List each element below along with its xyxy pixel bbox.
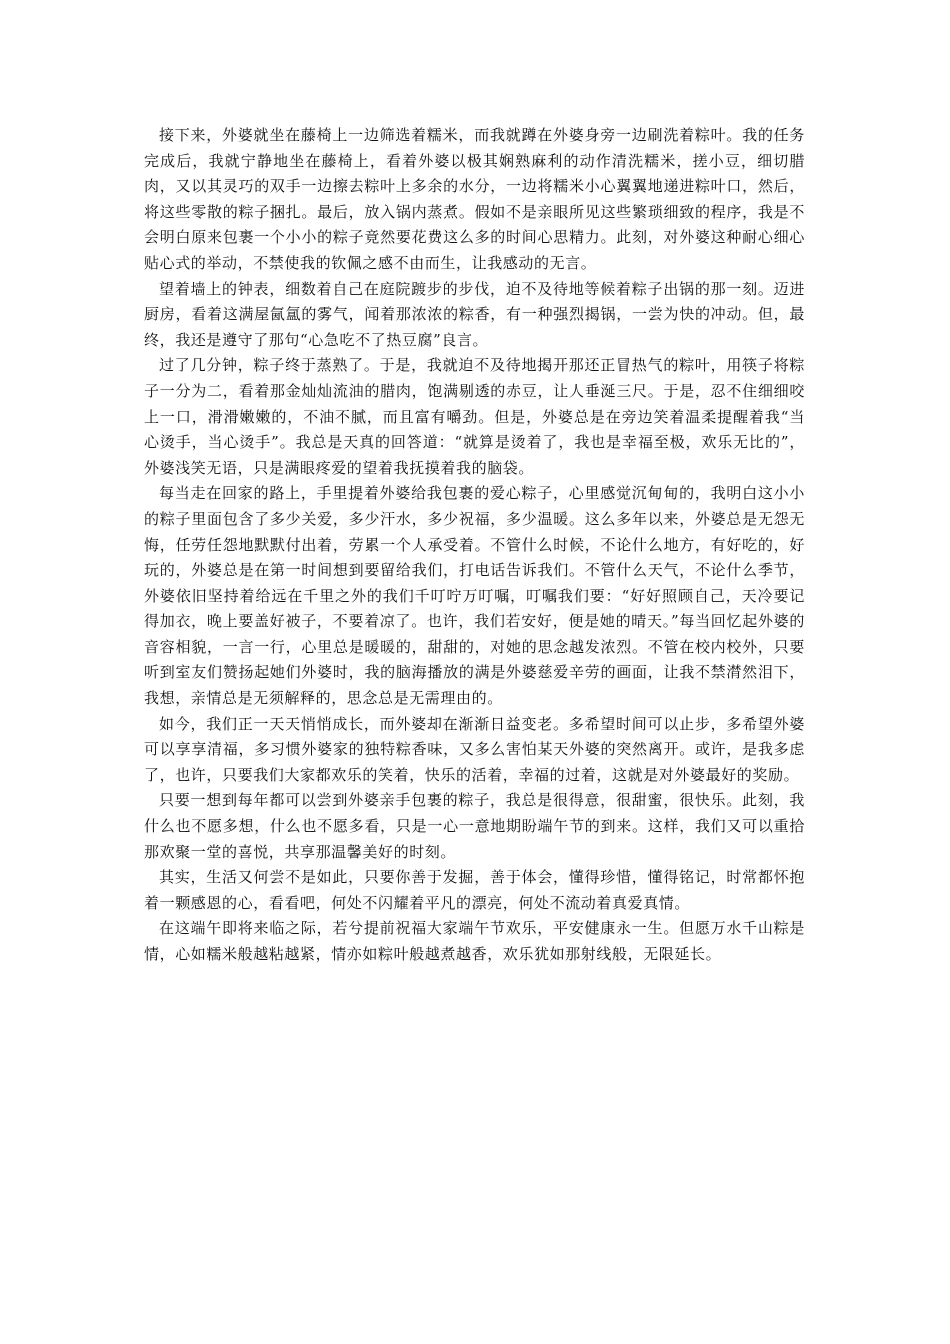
paragraph-6: 只要一想到每年都可以尝到外婆亲手包裹的粽子，我总是很得意，很甜蜜，很快乐。此刻，我什么也不愿多想，什么也不愿多看，只是一心一意地期盼端午节的到来。这样，我们又可以重拾那欢聚一堂的喜悦，共享那温馨美好的时刻。	[144, 791, 805, 861]
paragraph-2: 望着墙上的钟表，细数着自己在庭院踱步的步伐，迫不及待地等候着粽子出锅的那一刻。迈进厨房，看着这满屋氤氲的雾气，闻着那浓浓的粽香，有一种强烈揭锅，一尝为快的冲动。但，最终，我还是遵守了那句“心急吃不了热豆腐”良言。	[144, 279, 805, 349]
essay-body	[144, 123, 805, 968]
paragraph-5: 如今，我们正一天天悄悄成长，而外婆却在渐渐日益变老。多希望时间可以止步，多希望外婆可以享享清福，多习惯外婆家的独特粽香味，又多么害怕某天外婆的突然离开。或许，是我多虑了，也许，只要我们大家都欢乐的笑着，快乐的活着，幸福的过着，这就是对外婆最好的奖励。	[144, 714, 805, 784]
paragraph-1: 接下来，外婆就坐在藤椅上一边筛选着糯米，而我就蹲在外婆身旁一边刷洗着粽叶。我的任务完成后，我就宁静地坐在藤椅上，看着外婆以极其娴熟麻利的动作清洗糯米，搓小豆，细切腊肉，又以其灵巧的双手一边擦去粽叶上多余的水分，一边将糯米小心翼翼地递进粽叶口，然后，将这些零散的粽子捆扎。最后，放入锅内蒸煮。假如不是亲眼所见这些繁琐细致的程序，我是不会明白原来包裹一个小小的粽子竟然要花费这么多的时间心思精力。此刻，对外婆这种耐心细心贴心式的举动，不禁使我的钦佩之感不由而生，让我感动的无言。	[144, 126, 805, 272]
paragraph-4: 每当走在回家的路上，手里提着外婆给我包裹的爱心粽子，心里感觉沉甸甸的，我明白这小小的粽子里面包含了多少关爱，多少汗水，多少祝福，多少温暖。这么多年以来，外婆总是无怨无悔，任劳任怨地默默付出着，劳累一个人承受着。不管什么时候，不论什么地方，有好吃的，好玩的，外婆总是在第一时间想到要留给我们，打电话告诉我们。不管什么天气，不论什么季节，外婆依旧坚持着给远在千里之外的我们千叮咛万叮嘱，叮嘱我们要：“好好照顾自己，天冷要记得加衣，晚上要盖好被子，不要着凉了。也许，我们若安好，便是她的晴天。”每当回忆起外婆的音容相貌，一言一行，心里总是暖暖的，甜甜的，对她的思念越发浓烈。不管在校内校外，只要听到室友们赞扬起她们外婆时，我的脑海播放的满是外婆慈爱辛劳的画面，让我不禁潸然泪下，我想，亲情总是无须解释的，思念总是无需理由的。	[144, 484, 805, 708]
paragraph-7: 其实，生活又何尝不是如此，只要你善于发掘，善于体会，懂得珍惜，懂得铭记，时常都怀抱着一颗感恩的心，看看吧，何处不闪耀着平凡的漂亮，何处不流动着真爱真情。	[144, 868, 805, 912]
paragraph-3: 过了几分钟，粽子终于蒸熟了。于是，我就迫不及待地揭开那还正冒热气的粽叶，用筷子将粽子一分为二，看着那金灿灿流油的腊肉，饱满剔透的赤豆，让人垂涎三尺。于是，忍不住细细咬上一口，滑滑嫩嫩的，不油不腻，而且富有嚼劲。但是，外婆总是在旁边笑着温柔提醒着我“当心烫手，当心烫手”。我总是天真的回答道：“就算是烫着了，我也是幸福至极，欢乐无比的”，外婆浅笑无语，只是满眼疼爱的望着我抚摸着我的脑袋。	[144, 356, 805, 477]
paragraph-8: 在这端午即将来临之际，若兮提前祝福大家端午节欢乐，平安健康永一生。但愿万水千山粽是情，心如糯米般越粘越紧，情亦如粽叶般越煮越香，欢乐犹如那射线般，无限延长。	[144, 919, 805, 963]
